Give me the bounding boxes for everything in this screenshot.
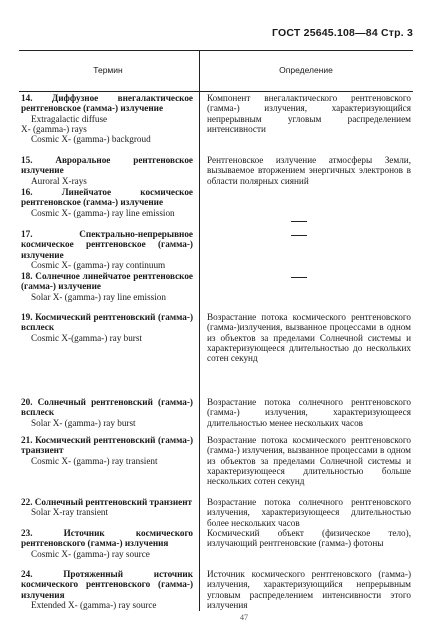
definition-cell: Возрастание потока космического рентгеновского (гамма-)излучения, вызванное процессами в одном из объектов за пределами Солнечной системы и характеризующееся длительностью до нескольких сотен секунд <box>207 312 411 364</box>
term-title: 17. Спектрально-непрерывное космическое рентгеновское (гамма-) излучение <box>21 229 193 260</box>
terms-table <box>19 50 413 611</box>
term-english: Cosmic X- (gamma-) ray transient <box>31 455 158 466</box>
term-cell <box>21 497 193 518</box>
definition-dash <box>291 221 307 222</box>
term-title: 15. Авроральное рентгеновское излучение <box>21 155 193 176</box>
term-title: 20. Солнечный рентгеновский (гамма-) всплеск <box>21 397 193 418</box>
term-english: Extended X- (gamma-) ray source <box>31 599 157 610</box>
term-cell <box>21 528 193 559</box>
definition-cell: Возрастание потока космического рентгеновского (гамма-) излучения, вызванное процессами в одном из объектов за пределами Солнечной системы и характеризующееся длительностью больше нескольких сотен секунд <box>207 435 411 487</box>
column-header-terms: Термин <box>93 65 123 75</box>
definition-dash <box>291 277 307 278</box>
term-title: 23. Источник космического рентгеновского (гамма-) излучения <box>21 528 193 549</box>
term-english: Auroral X-rays <box>31 175 87 186</box>
term-title: 24. Протяженный источник космического рентгеновского (гамма-) излучения <box>21 569 193 600</box>
page-header: ГОСТ 25645.108—84 Стр. 3 <box>272 27 413 39</box>
term-english: Cosmic X-(gamma-) ray burst <box>31 332 142 343</box>
term-english: X- (gamma-) rays <box>21 123 87 134</box>
term-title: 16. Линейчатое космическое рентгеновское (гамма-) излучение <box>21 187 193 208</box>
definition-cell: Компонент внегалактического рентгеновского (гамма-) излучения, характеризующийся непрерывным угловым распределением интенсивности <box>207 93 411 134</box>
column-divider <box>199 51 200 611</box>
definition-cell: Источник космического рентгеновского (гамма-) излучения, характеризующийся непрерывным угловым распределением интенсивности этого излучения <box>207 569 411 610</box>
term-cell <box>21 93 193 144</box>
term-cell <box>21 569 193 610</box>
term-cell <box>21 155 193 186</box>
term-title: 18. Солнечное линейчатое рентгеновское (гамма-) излучение <box>21 271 193 292</box>
term-english: Solar X- (gamma-) ray burst <box>31 417 136 428</box>
term-english: Cosmic X- (gamma-) backgroud <box>31 134 151 145</box>
term-title: 19. Космический рентгеновский (гамма-) всплеск <box>21 312 193 333</box>
term-cell <box>21 271 193 302</box>
term-title: 22. Солнечный рентгеновский транзиент <box>21 497 193 507</box>
term-cell <box>21 435 193 466</box>
definition-cell: Возрастание потока солнечного рентгеновского излучения, характеризующееся длительностью более нескольких часов <box>207 497 411 528</box>
term-title: 21. Космический рентгеновский (гамма-) транзиент <box>21 435 193 456</box>
term-english: Cosmic X- (gamma-) ray source <box>31 548 150 559</box>
table-header-row <box>19 51 413 92</box>
term-english: Cosmic X- (gamma-) ray continuum <box>31 259 166 270</box>
term-english: Solar X-ray transient <box>31 507 109 518</box>
definition-cell: Рентгеновское излучение атмосферы Земли, вызываемое вторжением энергичных электронов в области полярных сияний <box>207 155 411 186</box>
term-english: Cosmic X- (gamma-) ray line emission <box>31 207 175 218</box>
page-mark: 47 <box>240 613 248 622</box>
term-english: Extragalactic diffuse <box>31 113 108 124</box>
term-cell <box>21 312 193 343</box>
term-cell <box>21 397 193 428</box>
column-header-definitions: Определение <box>279 65 333 75</box>
definition-dash <box>291 235 307 236</box>
definition-cell: Возрастание потока солнечного рентгеновского (гамма-) излучения, характеризующееся длительностью менее нескольких часов <box>207 397 411 428</box>
definition-cell: Космический объект (физическое тело), излучающий рентгеновские (гамма-) фотоны <box>207 528 411 549</box>
term-title: 14. Диффузное внегалактическое рентгеновское (гамма-) излучение <box>21 93 193 114</box>
term-english: Solar X- (gamma-) ray line emission <box>31 291 166 302</box>
term-cell <box>21 187 193 218</box>
term-cell <box>21 229 193 270</box>
